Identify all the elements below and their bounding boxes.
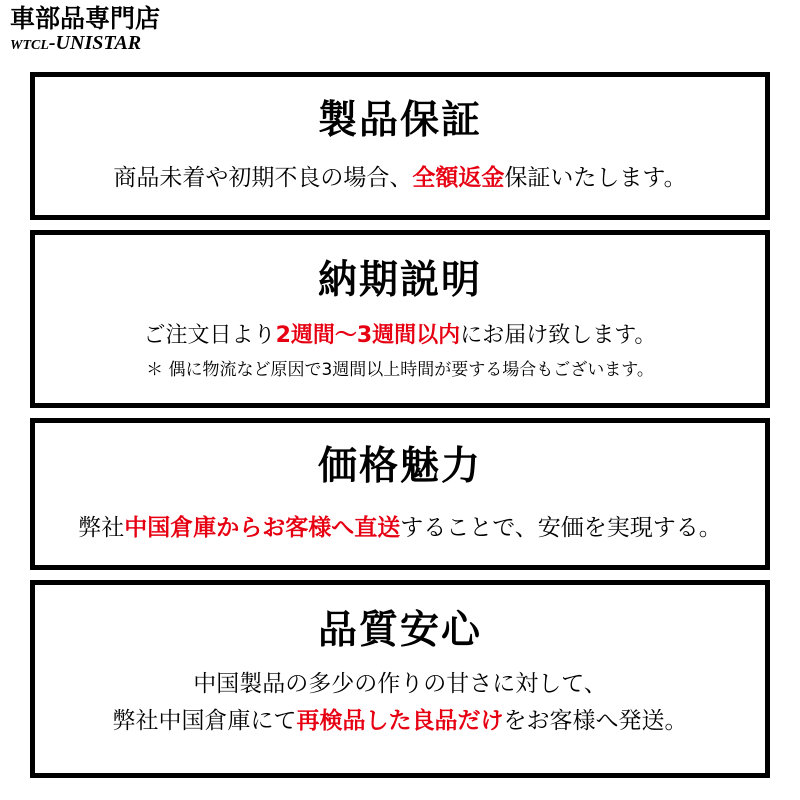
panel-title: 価格魅力 (317, 444, 482, 489)
text-segment: ご注文日より (143, 322, 276, 348)
brand-english-name (10, 33, 160, 54)
panel-title: 品質安心 (317, 608, 482, 653)
brand-header (10, 6, 160, 54)
text-segment: 保証いたします。 (504, 164, 687, 191)
panel-note-line: ＊ 偶に物流など原因で3週間以上時間が要する場合もございます。 (146, 359, 654, 380)
highlight-segment: 中国倉庫からお客様へ直送 (124, 514, 401, 541)
panel-quality-assurance (30, 580, 770, 778)
panel-line (47, 320, 753, 352)
text-segment: することで、安価を実現する。 (400, 514, 722, 541)
highlight-segment: 2週間～3週間以内 (275, 322, 461, 348)
panel-price-appeal (30, 418, 770, 570)
panel-product-warranty (30, 72, 770, 220)
panel-title: 納期説明 (317, 258, 482, 303)
highlight-segment: 全額返金 (412, 164, 505, 191)
panel-line (47, 162, 753, 195)
panel-line (47, 512, 753, 545)
panel-body (47, 162, 753, 195)
panel-body (47, 668, 753, 739)
panel-delivery-time (30, 230, 770, 408)
panel-body (47, 320, 753, 383)
text-segment: にお届け致します。 (460, 322, 657, 348)
text-segment: 商品未着や初期不良の場合、 (113, 164, 413, 191)
brand-english-prefix: WTCL (10, 38, 49, 54)
panel-line (47, 705, 753, 738)
text-segment: 弊社中国倉庫にて (112, 708, 297, 735)
panel-title: 製品保証 (317, 98, 482, 143)
text-segment: をお客様へ発送。 (503, 708, 688, 735)
highlight-segment: 再検品した良品だけ (296, 708, 504, 735)
panel-body (47, 512, 753, 545)
panel-line: 中国製品の多少の作りの甘さに対して、 (193, 670, 607, 697)
text-segment: 弊社 (78, 514, 125, 541)
brand-japanese-name: 車部品専門店 (10, 4, 161, 33)
brand-english-suffix: -UNISTAR (48, 32, 142, 55)
panel-list (30, 72, 770, 778)
